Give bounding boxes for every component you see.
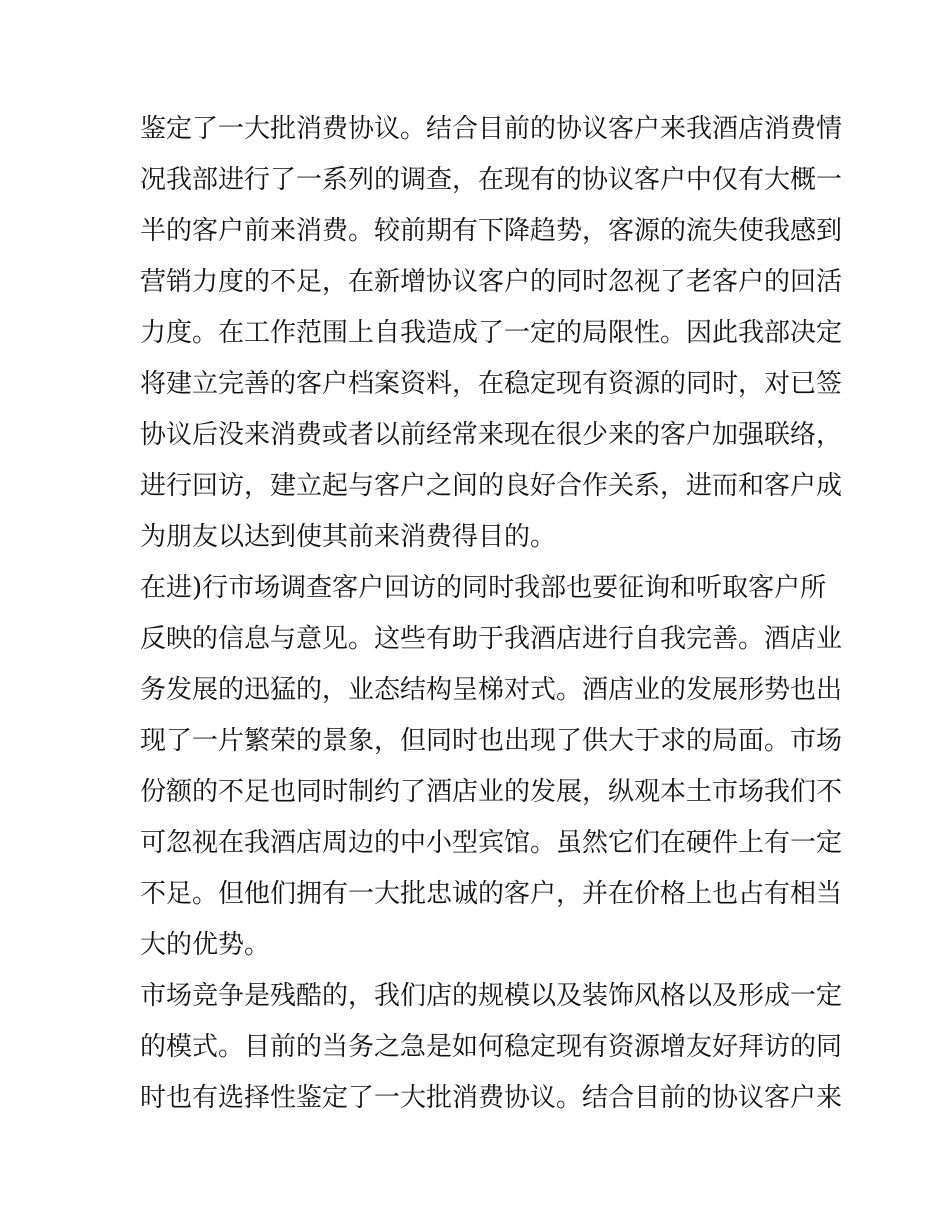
text-line: 进行回访，建立起与客户之间的良好合作关系，进而和客户成: [140, 471, 843, 501]
text-line: 力度。在工作范围上自我造成了一定的局限性。因此我部决定: [140, 318, 843, 348]
text-line: 份额的不足也同时制约了酒店业的发展，纵观本土市场我们不: [140, 777, 843, 807]
text-line: 可忽视在我酒店周边的中小型宾馆。虽然它们在硬件上有一定: [140, 828, 843, 858]
text-line: 的模式。目前的当务之急是如何稳定现有资源增友好拜访的同: [140, 1032, 843, 1062]
text-line: 半的客户前来消费。较前期有下降趋势，客源的流失使我感到: [140, 216, 843, 246]
text-line: 协议后没来消费或者以前经常来现在很少来的客户加强联络，: [140, 420, 843, 450]
body-text: [140, 104, 843, 1124]
text-line: 为朋友以达到使其前来消费得目的。: [140, 522, 557, 552]
text-line: 务发展的迅猛的，业态结构呈梯对式。酒店业的发展形势也出: [140, 675, 843, 705]
text-line: 将建立完善的客户档案资料，在稳定现有资源的同时，对已签: [140, 369, 843, 399]
text-line: 况我部进行了一系列的调查，在现有的协议客户中仅有大概一: [140, 165, 843, 195]
text-line: 反映的信息与意见。这些有助于我酒店进行自我完善。酒店业: [140, 624, 843, 654]
text-line: 鉴定了一大批消费协议。结合目前的协议客户来我酒店消费情: [140, 114, 843, 144]
text-line: 大的优势。: [140, 930, 271, 960]
text-line: 时也有选择性鉴定了一大批消费协议。结合目前的协议客户来: [140, 1083, 843, 1113]
text-line: 现了一片繁荣的景象，但同时也出现了供大于求的局面。市场: [140, 726, 843, 756]
text-line: 在进)行市场调查客户回访的同时我部也要征询和听取客户所: [140, 573, 827, 603]
text-line: 不足。但他们拥有一大批忠诚的客户，并在价格上也占有相当: [140, 879, 843, 909]
text-line: 营销力度的不足，在新增协议客户的同时忽视了老客户的回活: [140, 267, 843, 297]
text-line: 市场竞争是残酷的，我们店的规模以及装饰风格以及形成一定: [140, 981, 843, 1011]
